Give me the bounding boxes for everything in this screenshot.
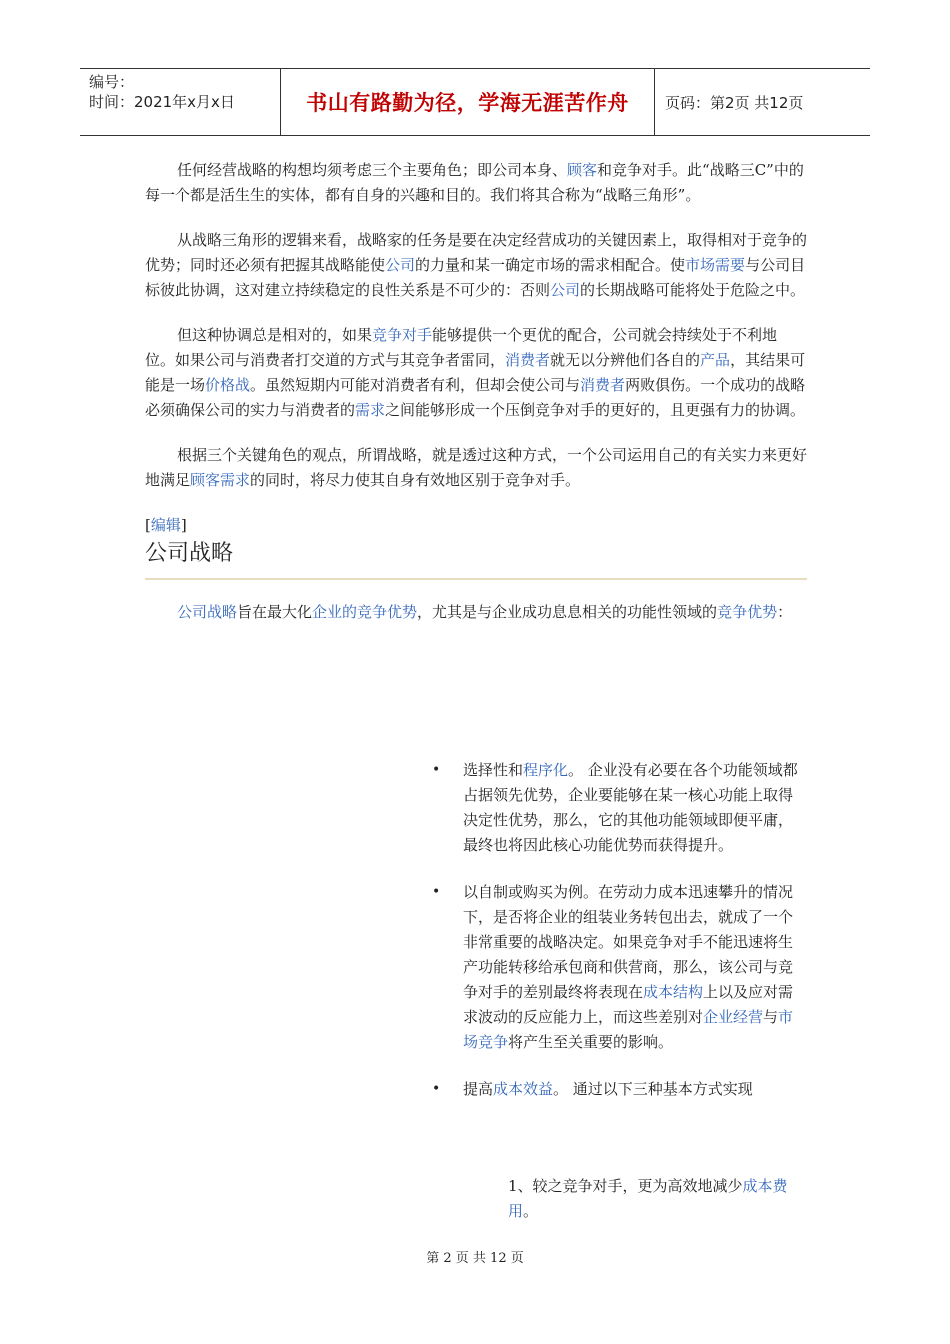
link-cost-expense[interactable]: 成本费用 xyxy=(508,1177,788,1220)
link-competitive-advantage[interactable]: 竞争优势 xyxy=(717,603,778,621)
link-cost-efficiency[interactable]: 成本效益 xyxy=(493,1080,554,1098)
link-customer[interactable]: 顾客 xyxy=(567,161,598,179)
link-demand[interactable]: 需求 xyxy=(355,401,386,419)
text: ，尤其是与企业成功息息相关的功能性领域的 xyxy=(417,603,718,621)
link-corporate-strategy[interactable]: 公司战略 xyxy=(177,603,238,621)
bracket: ] xyxy=(180,516,187,534)
section-intro xyxy=(145,600,807,625)
bullet-icon: • xyxy=(432,884,441,900)
paragraph-3 xyxy=(145,323,807,423)
link-consumer[interactable]: 消费者 xyxy=(580,376,626,394)
section-title: 公司战略 xyxy=(145,538,807,580)
text: 从战略三角形的逻辑来看，战略家的任务是要在决定经营成功的关键因素上，取得相对于竞争的优势；同时还必须有把握其战略能使 xyxy=(145,231,808,274)
link-price-war[interactable]: 价格战 xyxy=(205,376,251,394)
link-company[interactable]: 公司 xyxy=(385,256,416,274)
page-header xyxy=(80,68,870,136)
text: ，其结果可能是一场 xyxy=(145,351,806,394)
text: 之间能够形成一个压倒竞争对手的更好的，且更强有力的协调。 xyxy=(385,401,806,419)
edit-section xyxy=(145,513,807,538)
text: 选择性和 xyxy=(463,761,524,779)
header-motto: 书山有路勤为径，学海无涯苦作舟 xyxy=(306,91,629,115)
list-item xyxy=(432,880,803,1055)
bracket: [ xyxy=(145,516,151,534)
text: 两败俱伤。一个成功的战略必须确保公司的实力与消费者的 xyxy=(145,376,806,419)
link-enterprise-advantage[interactable]: 企业的竞争优势 xyxy=(312,603,418,621)
text: ： xyxy=(777,603,793,621)
text: 1、较之竞争对手，更为高效地减少 xyxy=(508,1177,743,1195)
text: 就无以分辨他们各自的 xyxy=(550,351,701,369)
link-cost-structure[interactable]: 成本结构 xyxy=(643,983,704,1001)
link-market-competition[interactable]: 市场竞争 xyxy=(463,1008,794,1051)
article-body xyxy=(145,158,807,645)
header-motto-cell xyxy=(281,69,655,135)
text: 以自制或购买为例。在劳动力成本迅速攀升的情况下，是否将企业的组装业务转包出去，就成了一个非常重要的战略决定。如果竞争对手不能迅速将生产功能转移给承包商和供营商，那么，该公司与竞争对手的差别最终将表现在 xyxy=(463,883,794,1001)
link-consumer[interactable]: 消费者 xyxy=(505,351,551,369)
text: 。虽然短期内可能对消费者有利，但却会使公司与 xyxy=(250,376,581,394)
paragraph-2 xyxy=(145,228,807,303)
text: 的力量和某一确定市场的需求相配合。使 xyxy=(415,256,686,274)
link-business-operation[interactable]: 企业经营 xyxy=(703,1008,764,1026)
link-competitor[interactable]: 竞争对手 xyxy=(372,326,433,344)
link-market-demand[interactable]: 市场需要 xyxy=(685,256,746,274)
text: 的同时，将尽力使其自身有效地区别于竞争对手。 xyxy=(250,471,581,489)
paragraph-4 xyxy=(145,443,807,493)
bullet-icon: • xyxy=(432,1081,441,1097)
page-info: 页码：第2页 共12页 xyxy=(665,93,804,112)
link-product[interactable]: 产品 xyxy=(700,351,731,369)
text: 。 通过以下三种基本方式实现 xyxy=(553,1080,753,1098)
text: 与 xyxy=(763,1008,779,1026)
link-customer-demand[interactable]: 顾客需求 xyxy=(190,471,251,489)
link-programming[interactable]: 程序化 xyxy=(523,761,569,779)
edit-link[interactable]: 编辑 xyxy=(150,516,181,534)
bullet-list xyxy=(432,758,803,1124)
text: 上以及应对需求波动的反应能力上，而这些差别对 xyxy=(463,983,794,1026)
text: 旨在最大化 xyxy=(237,603,313,621)
list-item xyxy=(432,758,803,858)
text: 能够提供一个更优的配合，公司就会持续处于不利地位。如果公司与消费者打交道的方式与其竞争者雷同， xyxy=(145,326,778,369)
paragraph-1 xyxy=(145,158,807,208)
link-company[interactable]: 公司 xyxy=(550,281,581,299)
sub-item-1 xyxy=(508,1174,808,1224)
text: 。 xyxy=(523,1202,539,1220)
list-item xyxy=(432,1077,803,1102)
text: 将产生至关重要的影响。 xyxy=(508,1033,674,1051)
header-meta xyxy=(80,69,281,135)
number-label: 编号： xyxy=(89,73,135,91)
text: 提高 xyxy=(463,1080,494,1098)
text: 根据三个关键角色的观点，所谓战略，就是透过这种方式，一个公司运用自己的有关实力来更好地满足 xyxy=(145,446,808,489)
text: 。 企业没有必要在各个功能领域都占据领先优势，企业要能够在某一核心功能上取得决定性优势，那么，它的其他功能领域即便平庸，最终也将因此核心功能优势而获得提升。 xyxy=(463,761,798,854)
text: 和竞争对手。此“战略三C”中的每一个都是活生生的实体，都有自身的兴趣和目的。我们将其合称为“战略三角形”。 xyxy=(145,161,804,204)
text: 任何经营战略的构想均须考虑三个主要角色；即公司本身、 xyxy=(177,161,568,179)
page-footer: 第 2 页 共 12 页 xyxy=(426,1251,524,1266)
bullet-icon: • xyxy=(432,762,441,778)
text: 但这种协调总是相对的，如果 xyxy=(177,326,373,344)
time-label: 时间：2021年x月x日 xyxy=(89,93,235,111)
text: 的长期战略可能将处于危险之中。 xyxy=(580,281,806,299)
text: 与公司目标彼此协调，这对建立持续稳定的良性关系是不可少的：否则 xyxy=(145,256,806,299)
